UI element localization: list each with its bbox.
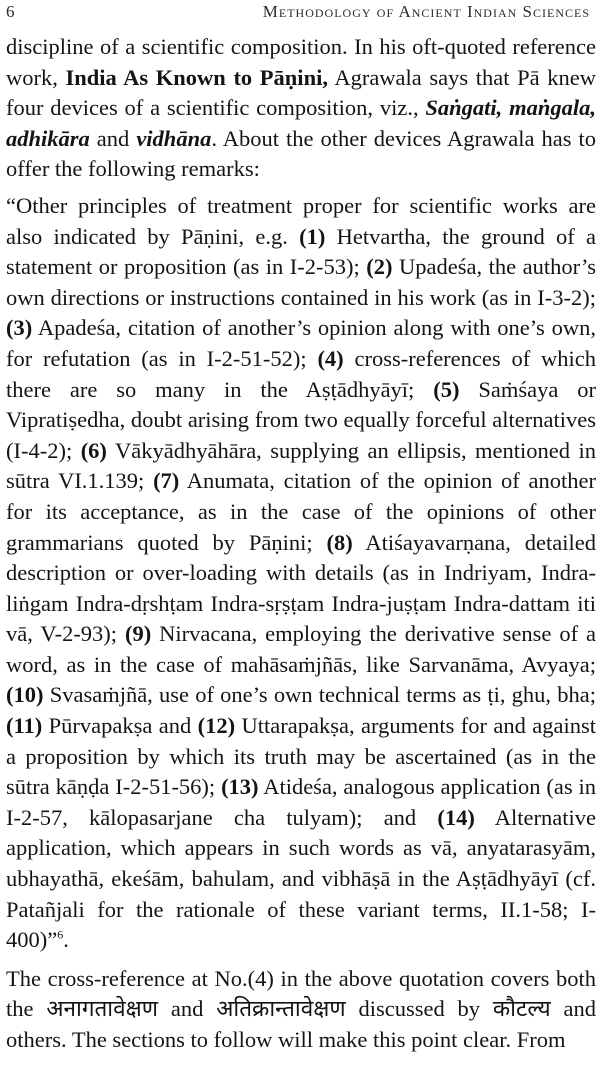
- closing-paragraph: [6, 964, 596, 1056]
- running-title: Methodology of Ancient Indian Sciences: [262, 2, 590, 21]
- text-run: Nirvacana, employing the derivative sense of a word, as in the case of mahāsaṁjñās, like Sarvanāma, Avyaya;: [6, 621, 597, 677]
- list-number: (8): [326, 529, 353, 555]
- quotation-paragraph: [6, 191, 596, 956]
- running-header: [6, 2, 590, 26]
- sanskrit-term: कौटल्य: [492, 996, 551, 1022]
- list-number: (3): [6, 315, 33, 341]
- text-run: Apadeśa, citation of another’s opinion along with one’s own, for refutation (as in I-2-51-52);: [6, 315, 596, 371]
- text-run: Uttarapakṣa, arguments for and against a proposition by which its truth may be ascertained (as in the sūtra kāṇḍa I-2-51-56);: [6, 713, 596, 800]
- device-term: adhikāra: [6, 125, 90, 151]
- text-run: The cross-reference at No.(4) in the above quotation covers both the: [6, 965, 596, 1022]
- list-number: (7): [153, 468, 180, 494]
- text-run: cross-references of which there are so many in the Aṣṭādhyāyī;: [6, 345, 596, 402]
- text-run: discipline of a scientific composition. In his oft-quoted reference work,: [6, 34, 596, 90]
- text-run: Vākyādhyāhāra, supplying an ellipsis, mentioned in sūtra VI.1.139;: [6, 437, 596, 494]
- text-run: and others. The sections to follow will make this point clear. From: [6, 996, 596, 1052]
- text-run: Saṁśaya or Vipratiṣedha, doubt arising from two equally forceful alternatives (I-4-2);: [6, 376, 596, 463]
- book-title: India As Known to Pāṇini,: [65, 64, 328, 90]
- sanskrit-term: अतिक्रान्तावेक्षण: [216, 996, 346, 1022]
- text-run: Hetvartha, the ground of a statement or proposition (as in I-2-53);: [6, 223, 596, 280]
- page-number: 6: [6, 2, 15, 21]
- text-run: Atiśayavarṇana, detailed description or over-loading with details (as in Indriyam, Indra-liṅgam Indra-dṛshṭam Indra-sṛṣṭam Indra-juṣṭam Indra-dattam iti vā, V-2-93);: [6, 529, 597, 647]
- text-run: Alternative application, which appears in such words as vā, anyatarasyām, ubhayathā, ekeśām, bahulam, and vibhāṣā in the Aṣṭādhyāyī (cf. Patañjali for the rationale of these variant terms, II.1-58; I-400)”: [6, 804, 596, 953]
- intro-paragraph: [6, 32, 596, 185]
- list-number: (14): [437, 804, 475, 830]
- list-number: (10): [6, 682, 44, 708]
- text-run: . About the other devices Agrawala has to offer the following remarks:: [6, 125, 596, 182]
- text-run: discussed by: [345, 996, 493, 1022]
- list-number: (11): [6, 713, 43, 739]
- list-number: (12): [197, 713, 236, 739]
- list-number: (13): [221, 774, 259, 800]
- text-run: Agrawala says that Pā knew four devices of a scientific composition, viz.,: [6, 64, 596, 121]
- list-number: (1): [299, 223, 326, 249]
- text-run: Pūrvapakṣa and: [42, 713, 198, 739]
- list-number: (9): [125, 621, 152, 647]
- text-run: and: [158, 996, 217, 1022]
- list-number: (6): [80, 437, 107, 463]
- footnote-reference: 6: [57, 927, 64, 942]
- device-term: vidhāna: [136, 125, 212, 151]
- list-number: (5): [433, 376, 460, 402]
- list-number: (4): [317, 345, 344, 371]
- text-run: Svasaṁjñā, use of one’s own technical terms as ṭi, ghu, bha;: [43, 682, 596, 708]
- text-run: “Other principles of treatment proper for scientific works are also indicated by Pāṇini, e.g.: [6, 192, 596, 249]
- sanskrit-term: अनागतावेक्षण: [46, 996, 159, 1022]
- text-run: Upadeśa, the author’s own directions or instructions contained in his work (as in I-3-2);: [6, 254, 596, 310]
- page-body: [6, 32, 596, 1056]
- text-run: Atideśa, analogous application (as in I-2-57, kālopasarjane cha tulyam); and: [6, 774, 596, 830]
- text-run: and: [89, 125, 137, 151]
- text-run: Anumata, citation of the opinion of another for its acceptance, as in the case of the opinions of other grammarians quoted by Pāṇini;: [6, 468, 597, 555]
- device-term: Saṅgati, maṅgala,: [425, 95, 596, 121]
- list-number: (2): [366, 254, 393, 280]
- text-run: .: [63, 927, 69, 953]
